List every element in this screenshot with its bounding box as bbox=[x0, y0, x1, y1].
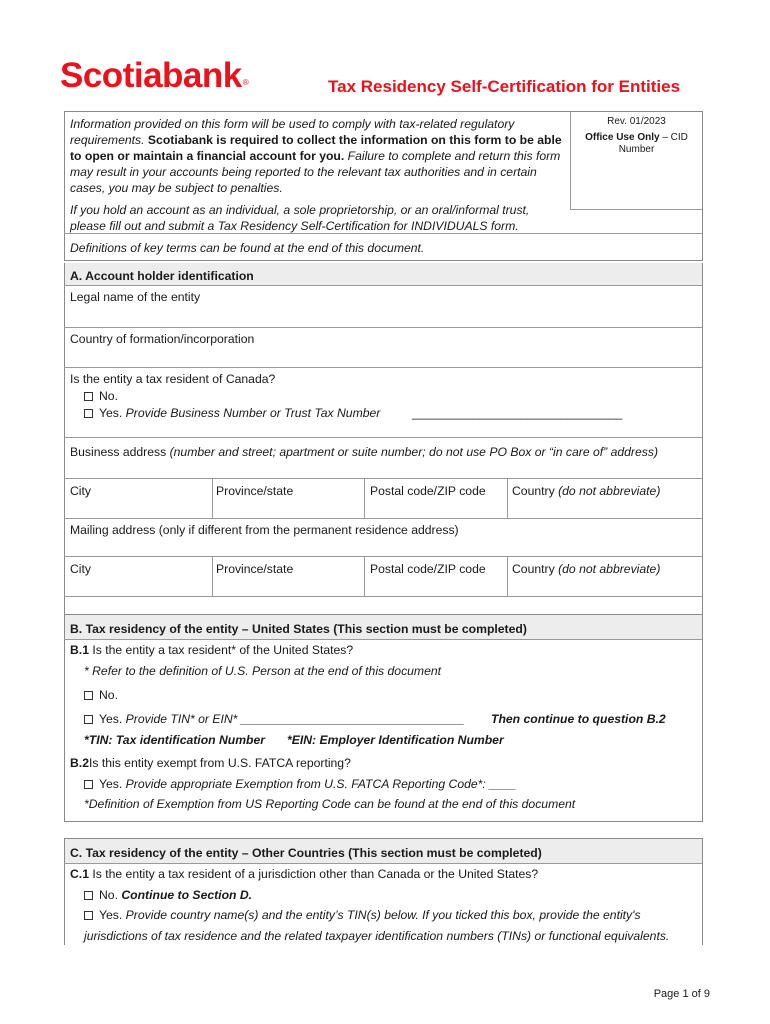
divider bbox=[64, 327, 703, 328]
canada-resident-question: Is the entity a tax resident of Canada? bbox=[70, 372, 276, 386]
divider bbox=[212, 478, 213, 518]
divider bbox=[507, 556, 508, 596]
mailing-city-label: City bbox=[70, 562, 91, 576]
intro-individuals-note: If you hold an account as an individual, a sole proprietorship, or an oral/informal trust, please fill out and submit a Tax Residency Self-Certification for INDIVIDUALS form. bbox=[70, 203, 530, 233]
mailing-address-label: Mailing address (only if different from the permanent residence address) bbox=[70, 523, 459, 537]
b1-note: * Refer to the definition of U.S. Person at the end of this document bbox=[84, 664, 442, 678]
intro-divider bbox=[64, 233, 703, 234]
b1-yes-option[interactable]: Yes. Provide TIN* or EIN* _________________________________ bbox=[84, 711, 465, 727]
legal-name-label: Legal name of the entity bbox=[70, 290, 201, 304]
divider bbox=[364, 556, 365, 596]
checkbox[interactable] bbox=[84, 715, 93, 724]
business-country-label: Country (do not abbreviate) bbox=[512, 484, 661, 498]
divider bbox=[364, 478, 365, 518]
divider bbox=[64, 863, 703, 864]
canada-yes-option[interactable]: Yes. Provide Business Number or Trust Tax Number bbox=[84, 405, 380, 421]
business-address-label: Business address (number and street; apartment or suite number; do not use PO Box or “in care of” address) bbox=[70, 445, 659, 459]
business-postal-label: Postal code/ZIP code bbox=[370, 484, 486, 498]
checkbox[interactable] bbox=[84, 911, 93, 920]
divider bbox=[64, 478, 703, 479]
divider bbox=[64, 518, 703, 519]
section-c-heading: C. Tax residency of the entity – Other Countries (This section must be completed) bbox=[70, 846, 542, 860]
scotiabank-logo bbox=[60, 58, 248, 93]
office-use-box bbox=[570, 112, 702, 210]
b1-no-option[interactable]: No. bbox=[84, 687, 118, 703]
b1-question: B.1 Is the entity a tax resident* of the United States? bbox=[70, 643, 354, 657]
checkbox[interactable] bbox=[84, 780, 93, 789]
c1-no-option[interactable]: No. Continue to Section D. bbox=[84, 887, 252, 903]
mailing-postal-label: Postal code/ZIP code bbox=[370, 562, 486, 576]
country-formation-label: Country of formation/incorporation bbox=[70, 332, 255, 346]
checkbox[interactable] bbox=[84, 409, 93, 418]
b2-yes-option[interactable]: Yes. Provide appropriate Exemption from U.S. FATCA Reporting Code*: ____ bbox=[84, 776, 516, 792]
revision-label: Rev. 01/2023 bbox=[607, 116, 666, 127]
intro-bold-requirement: Scotiabank is required to collect the information on this form to be able to open or maintain a financial account for you. bbox=[70, 133, 562, 163]
c1-yes-text-continued: jurisdictions of tax residence and the related taxpayer identification numbers (TINs) or functional equivalents. bbox=[84, 929, 670, 943]
registered-mark: ® bbox=[242, 78, 249, 87]
section-a-heading: A. Account holder identification bbox=[70, 269, 254, 283]
business-province-label: Province/state bbox=[216, 484, 294, 498]
c1-yes-option[interactable]: Yes. Provide country name(s) and the entity’s TIN(s) below. If you ticked this box, provide the entity's bbox=[84, 907, 641, 923]
business-number-field[interactable]: _______________________________ bbox=[412, 406, 623, 420]
tin-definition: *TIN: Tax identification Number bbox=[84, 733, 266, 747]
form-title: Tax Residency Self-Certification for Entities bbox=[328, 77, 681, 96]
mailing-country-label: Country (do not abbreviate) bbox=[512, 562, 661, 576]
section-b-heading: B. Tax residency of the entity – United States (This section must be completed) bbox=[70, 622, 527, 636]
b1-continue-note: Then continue to question B.2 bbox=[491, 712, 666, 726]
page-number: Page 1 of 9 bbox=[653, 988, 710, 1000]
divider bbox=[64, 367, 703, 368]
office-use-label: Office Use Only – CID Number bbox=[585, 132, 688, 155]
divider bbox=[64, 639, 703, 640]
business-city-label: City bbox=[70, 484, 91, 498]
canada-no-option[interactable]: No. bbox=[84, 388, 118, 404]
ein-definition: *EIN: Employer Identification Number bbox=[287, 733, 504, 747]
divider bbox=[64, 437, 703, 438]
divider bbox=[507, 478, 508, 518]
definitions-note: Definitions of key terms can be found at the end of this document. bbox=[70, 241, 425, 255]
divider bbox=[64, 596, 703, 597]
divider bbox=[64, 285, 703, 286]
divider bbox=[64, 556, 703, 557]
c1-question: C.1 Is the entity a tax resident of a jurisdiction other than Canada or the United States? bbox=[70, 867, 539, 881]
b2-note: *Definition of Exemption from US Reporting Code can be found at the end of this document bbox=[84, 797, 576, 811]
checkbox[interactable] bbox=[84, 891, 93, 900]
intro-paragraph: Information provided on this form will be used to comply with tax-related regulatory requirements. Scotiabank is required to collect the information on this form to be able to open or maintain a financial account for you. Failure to complete and return this form may result in your accounts being reported to the relevant tax authorities and in certain cases, you may be subject to penalties. bbox=[70, 117, 562, 195]
brand-name: Scotiabank bbox=[60, 56, 242, 95]
mailing-province-label: Province/state bbox=[216, 562, 294, 576]
checkbox[interactable] bbox=[84, 691, 93, 700]
divider bbox=[212, 556, 213, 596]
b2-question: B.2Is this entity exempt from U.S. FATCA reporting? bbox=[70, 756, 351, 770]
checkbox[interactable] bbox=[84, 392, 93, 401]
